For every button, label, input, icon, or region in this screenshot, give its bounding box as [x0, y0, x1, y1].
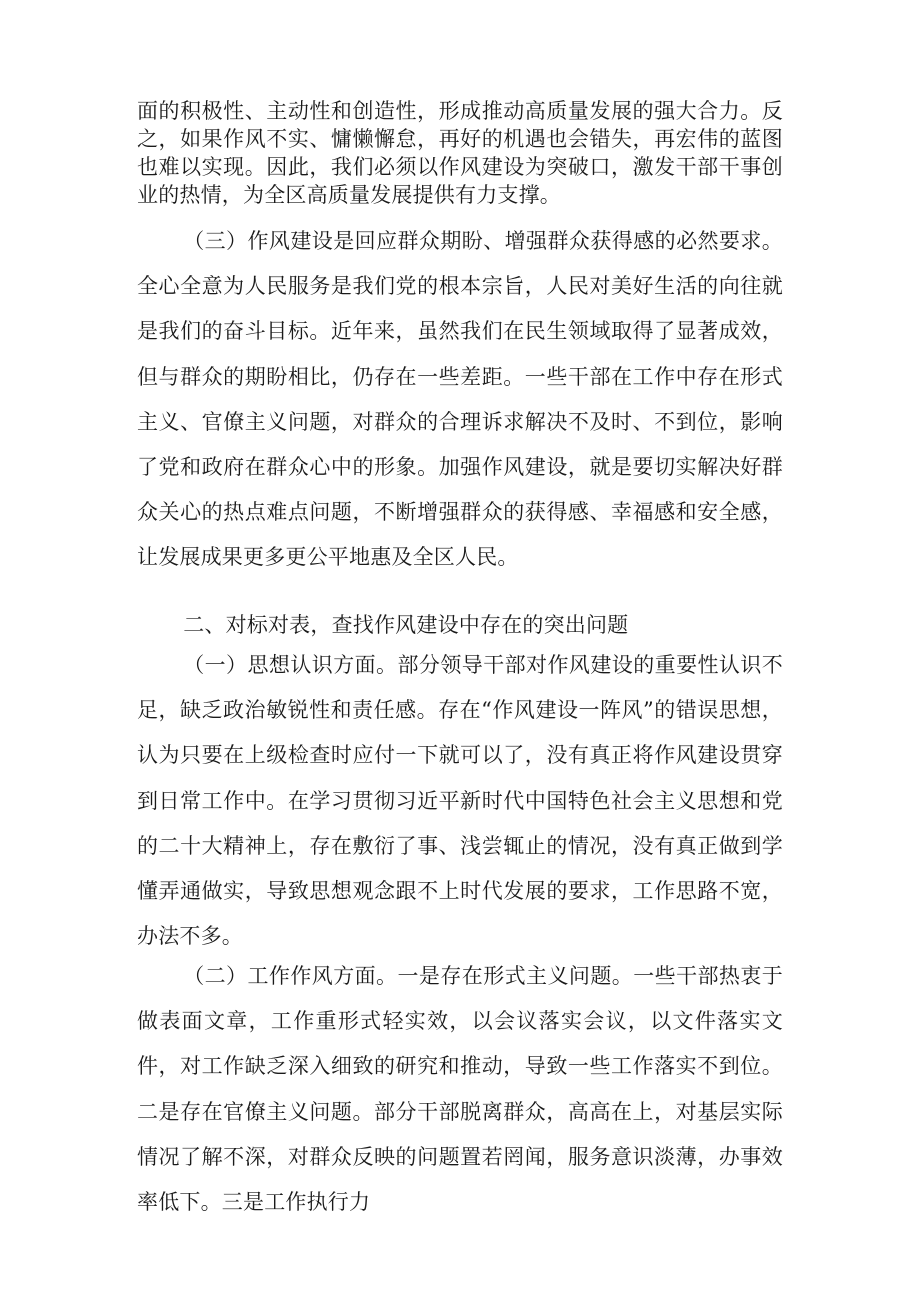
paragraph-work-style: （二）工作作风方面。一是存在形式主义问题。一些干部热衷于做表面文章，工作重形式轻实效，以会议落实会议，以文件落实文件，对工作缺乏深入细致的研究和推动，导致一些工作落实不到位。二是存在官僚主义问题。部分干部脱离群众，高高在上，对基层实际情况了解不深，对群众反映的问题置若罔闻，服务意识淡薄，办事效率低下。三是工作执行力 [137, 964, 783, 1215]
paragraph-section-three: （三）作风建设是回应群众期盼、增强群众获得感的必然要求。全心全意为人民服务是我们党的根本宗旨，人民对美好生活的向往就是我们的奋斗目标。近年来，虽然我们在民生领域取得了显著成效，但与群众的期盼相比，仍存在一些差距。一些干部在工作中存在形式主义、官僚主义问题，对群众的合理诉求解决不及时、不到位，影响了党和政府在群众心中的形象。加强作风建设，就是要切实解决好群众关心的热点难点问题，不断增强群众的获得感、幸福感和安全感，让发展成果更多更公平地惠及全区人民。 [137, 229, 783, 570]
paragraph-continuation: 面的积极性、主动性和创造性，形成推动高质量发展的强大合力。反之，如果作风不实、慵懒懈怠，再好的机遇也会错失，再宏伟的蓝图也难以实现。因此，我们必须以作风建设为突破口，激发干部干事创业的热情，为全区高质量发展提供有力支撑。 [137, 99, 783, 207]
paragraph-ideological: （一）思想认识方面。部分领导干部对作风建设的重要性认识不足，缺乏政治敏锐性和责任感。存在“作风建设一阵风”的错误思想，认为只要在上级检查时应付一下就可以了，没有真正将作风建设贯穿到日常工作中。在学习贯彻习近平新时代中国特色社会主义思想和党的二十大精神上，存在敷衍了事、浅尝辄止的情况，没有真正做到学懂弄通做实，导致思想观念跟不上时代发展的要求，工作思路不宽，办法不多。 [137, 653, 783, 949]
section-heading: 二、对标对表，查找作风建设中存在的突出问题 [183, 613, 629, 637]
